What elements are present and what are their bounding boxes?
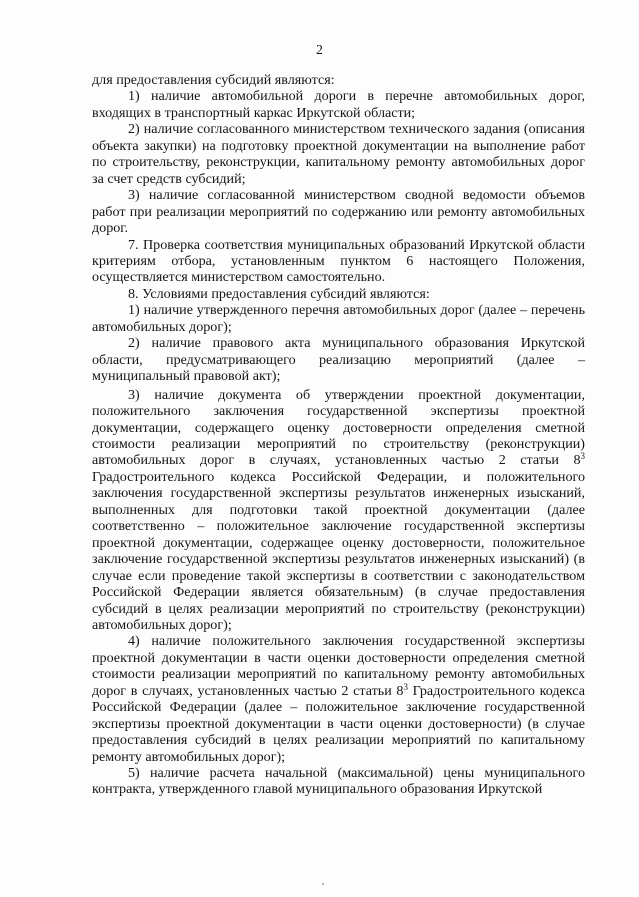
paragraph-clause-7: 7. Проверка соответствия муниципальных образований Иркутской области критериям отбора, установленным пунктом 6 настоящего Положения, осуществляется министерством самостоятельно. <box>92 236 585 286</box>
scan-speck <box>322 883 324 885</box>
paragraph-item-3: 3) наличие согласованной министерством сводной ведомости объемов работ при реализации мероприятий по содержанию или ремонту автомобильных дорог. <box>92 187 585 237</box>
superscript-index: 3 <box>403 681 408 692</box>
paragraph-condition-1: 1) наличие утвержденного перечня автомобильных дорог (далее – перечень автомобильных дорог); <box>92 302 585 335</box>
paragraph-continuation: для предоставления субсидий являются: <box>92 72 335 88</box>
paragraph-clause-8: 8. Условиями предоставления субсидий являются: <box>128 285 430 302</box>
paragraph-condition-5: 5) наличие расчета начальной (максимальной) цены муниципального контракта, утвержденного главой муниципального образования Иркутской <box>92 765 585 798</box>
document-body <box>92 72 585 798</box>
paragraph-item-2: 2) наличие согласованного министерством технического задания (описания объекта закупки) на подготовку проектной документации на выполнение работ по строительству, реконструкции, капитальному ремонту автомобильных дорог за счет средств субсидий; <box>92 121 585 187</box>
superscript-index: 3 <box>580 451 585 462</box>
paragraph-text: Градостроительного кодекса Российской Федерации, и положительного заключения государственной экспертизы результатов инженерных изысканий, выполненных для подготовки такой проектной документации (далее соответственно – положительное заключение государственной экспертизы проектной документации, содержащее оценку достоверности, положительное заключение государственной экспертизы результатов инженерных изысканий) (в случае если проведение такой экспертизы в соответствии с законодательством Российской Федерации является обязательным) (в случае предоставления субсидий в целях реализации мероприятий по строительству (реконструкции) автомобильных дорог); <box>92 468 585 633</box>
page-number: 2 <box>316 42 323 57</box>
paragraph-text: 4) наличие положительного заключения государственной экспертизы проектной документации в части оценки достоверности определения сметной стоимости реализации мероприятий по капитальному ремонту автомобильных дорог в случаях, установленных частью 2 статьи 8 <box>92 633 585 699</box>
paragraph-text: Градостроительного кодекса Российской Федерации (далее – положительное заключение государственной экспертизы проектной документации в части оценки достоверности) (в случае предоставления субсидий в целях реализации мероприятий по капитальному ремонту автомобильных дорог); <box>92 682 585 765</box>
paragraph-condition-2: 2) наличие правового акта муниципального образования Иркутской области, предусматривающего реализацию мероприятий (далее – муниципальный правовой акт); <box>92 335 585 385</box>
paragraph-item-1: 1) наличие автомобильной дороги в перечне автомобильных дорог, входящих в транспортный каркас Иркутской области; <box>92 88 585 121</box>
paragraph-condition-4 <box>92 633 585 765</box>
paragraph-condition-3 <box>92 387 585 634</box>
paragraph-text: 3) наличие документа об утверждении проектной документации, положительного заключения государственной экспертизы проектной документации, содержащего оценку достоверности определения сметной стоимости реализации мероприятий по строительству (реконструкции) автомобильных дорог в случаях, установленных частью 2 статьи 8 <box>92 386 585 469</box>
